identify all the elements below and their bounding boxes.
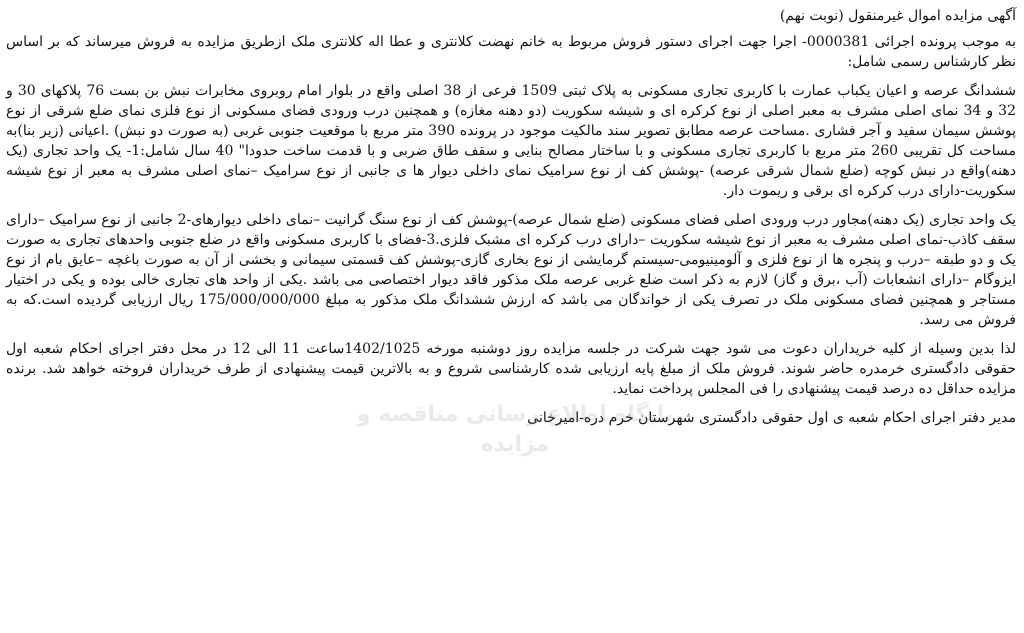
notice-signature: مدیر دفتر اجرای احکام شعبه ی اول حقوقی دادگستری شهرستان خرم دره-امیرخانی <box>527 410 1016 426</box>
notice-document <box>6 6 1016 437</box>
notice-title: آگهی مزایده اموال غیرمنقول (نوبت نهم) <box>779 8 1016 24</box>
notice-paragraph-property: ششدانگ عرصه و اعیان یکباب عمارت با کاربری تجاری مسکونی به پلاک ثبتی 1509 فرعی از 38 اصلی واقع در بلوار امام روبروی مخابرات نبش بن بست 76 پلاکهای 30 و 32 و 34 نمای اصلی مشرف به معبر اصلی از نوع کرکره ای و شیشه سکوریت (دو دهنه مغازه) و همچنین درب ورودی فضای مسکونی از نوع فلزی نمای ضلع شرقی از نوع پوشش سیمان سفید و آجر فشاری .مساحت عرصه مطابق تصویر سند مالکیت موجود در پرونده 390 متر مربع با موقعیت جنوبی غربی (به صورت دو نبش) .اعیانی (زیر بنا)به مساحت کل تقریبی 260 متر مربع با کاربری تجاری مسکونی و با ساختار مصالح بنایی و سقف طاق ضربی و با قدمت ساخت حدودا" 40 سال شامل:1- یک واحد تجاری (یک دهنه)واقع در نبش کوچه (ضلع شمال شرقی عرصه) -پوشش کف از نوع سرامیک نمای داخلی دیوار ها ی جانبی از نوع سرامیک –نمای اصلی مشرف به معبر از نوع شیشه سکوریت-دارای درب کرکره ای برقی و ریموت دار. <box>6 83 1016 199</box>
notice-paragraph-units: یک واحد تجاری (یک دهنه)مجاور درب ورودی اصلی فضای مسکونی (ضلع شمال عرصه)-پوشش کف از نوع سنگ گرانیت –نمای داخلی دیوارهای-2 جانبی از نوع سرامیک –دارای سقف کاذب-نمای اصلی مشرف به معبر از نوع شیشه سکوریت –دارای درب کرکره ای مشبک فلزی.3-فضای با کاربری مسکونی واقع در ضلع جنوبی واحدهای تجاری به صورت یک و دو طبقه –درب و پنجره ها از نوع فلزی و آلومینیومی-سیستم گرمایشی از نوع بخاری گازی-پوشش کف قسمتی سیمانی و بخشی از آن به صورت باغچه –عایق بام از نوع ایزوگام –دارای انشعابات (آب ،برق و گاز) لازم به ذکر است ضلع غربی عرصه ملک مذکور فاقد دیوار اختصاصی می باشد .یکی از واحد های تجاری خالی بوده و یکی در اختیار مستاجر و همچنین فضای مسکونی ملک در تصرف یکی از خواندگان می باشد که ارزش ششدانگ ملک مذکور به مبلغ 175/000/000/000 ریال ارزیابی گردیده است.که به فروش می رسد. <box>6 212 1016 328</box>
notice-intro: به موجب پرونده اجرائی 0000381- اجرا جهت اجرای دستور فروش مربوط به خانم نهضت کلانتری و عطا اله کلانتری ملک ازطریق مزایده به فروش میرساند که بر اساس نظر کارشناس رسمی شامل: <box>6 34 1016 70</box>
notice-paragraph-auction: لذا بدین وسیله از کلیه خریداران دعوت می شود جهت شرکت در جلسه مزایده روز دوشنبه مورخه 1402/1025ساعت 11 الی 12 در محل دفتر اجرای احکام شعبه اول حقوقی دادگستری خرمدره حاضر شوند. فروش ملک از مبلغ پایه ارزیابی شده کارشناسی شروع و به بالاترین قیمت پیشنهادی از طرف خریداران فروخته خواهد شد. برنده مزایده حداقل ده درصد قیمت پیشنهادی را فی المجلس پرداخت نماید. <box>6 341 1017 397</box>
watermark-text: پایگاه اطلاع رسانی مناقصه و مزایده <box>356 402 674 457</box>
